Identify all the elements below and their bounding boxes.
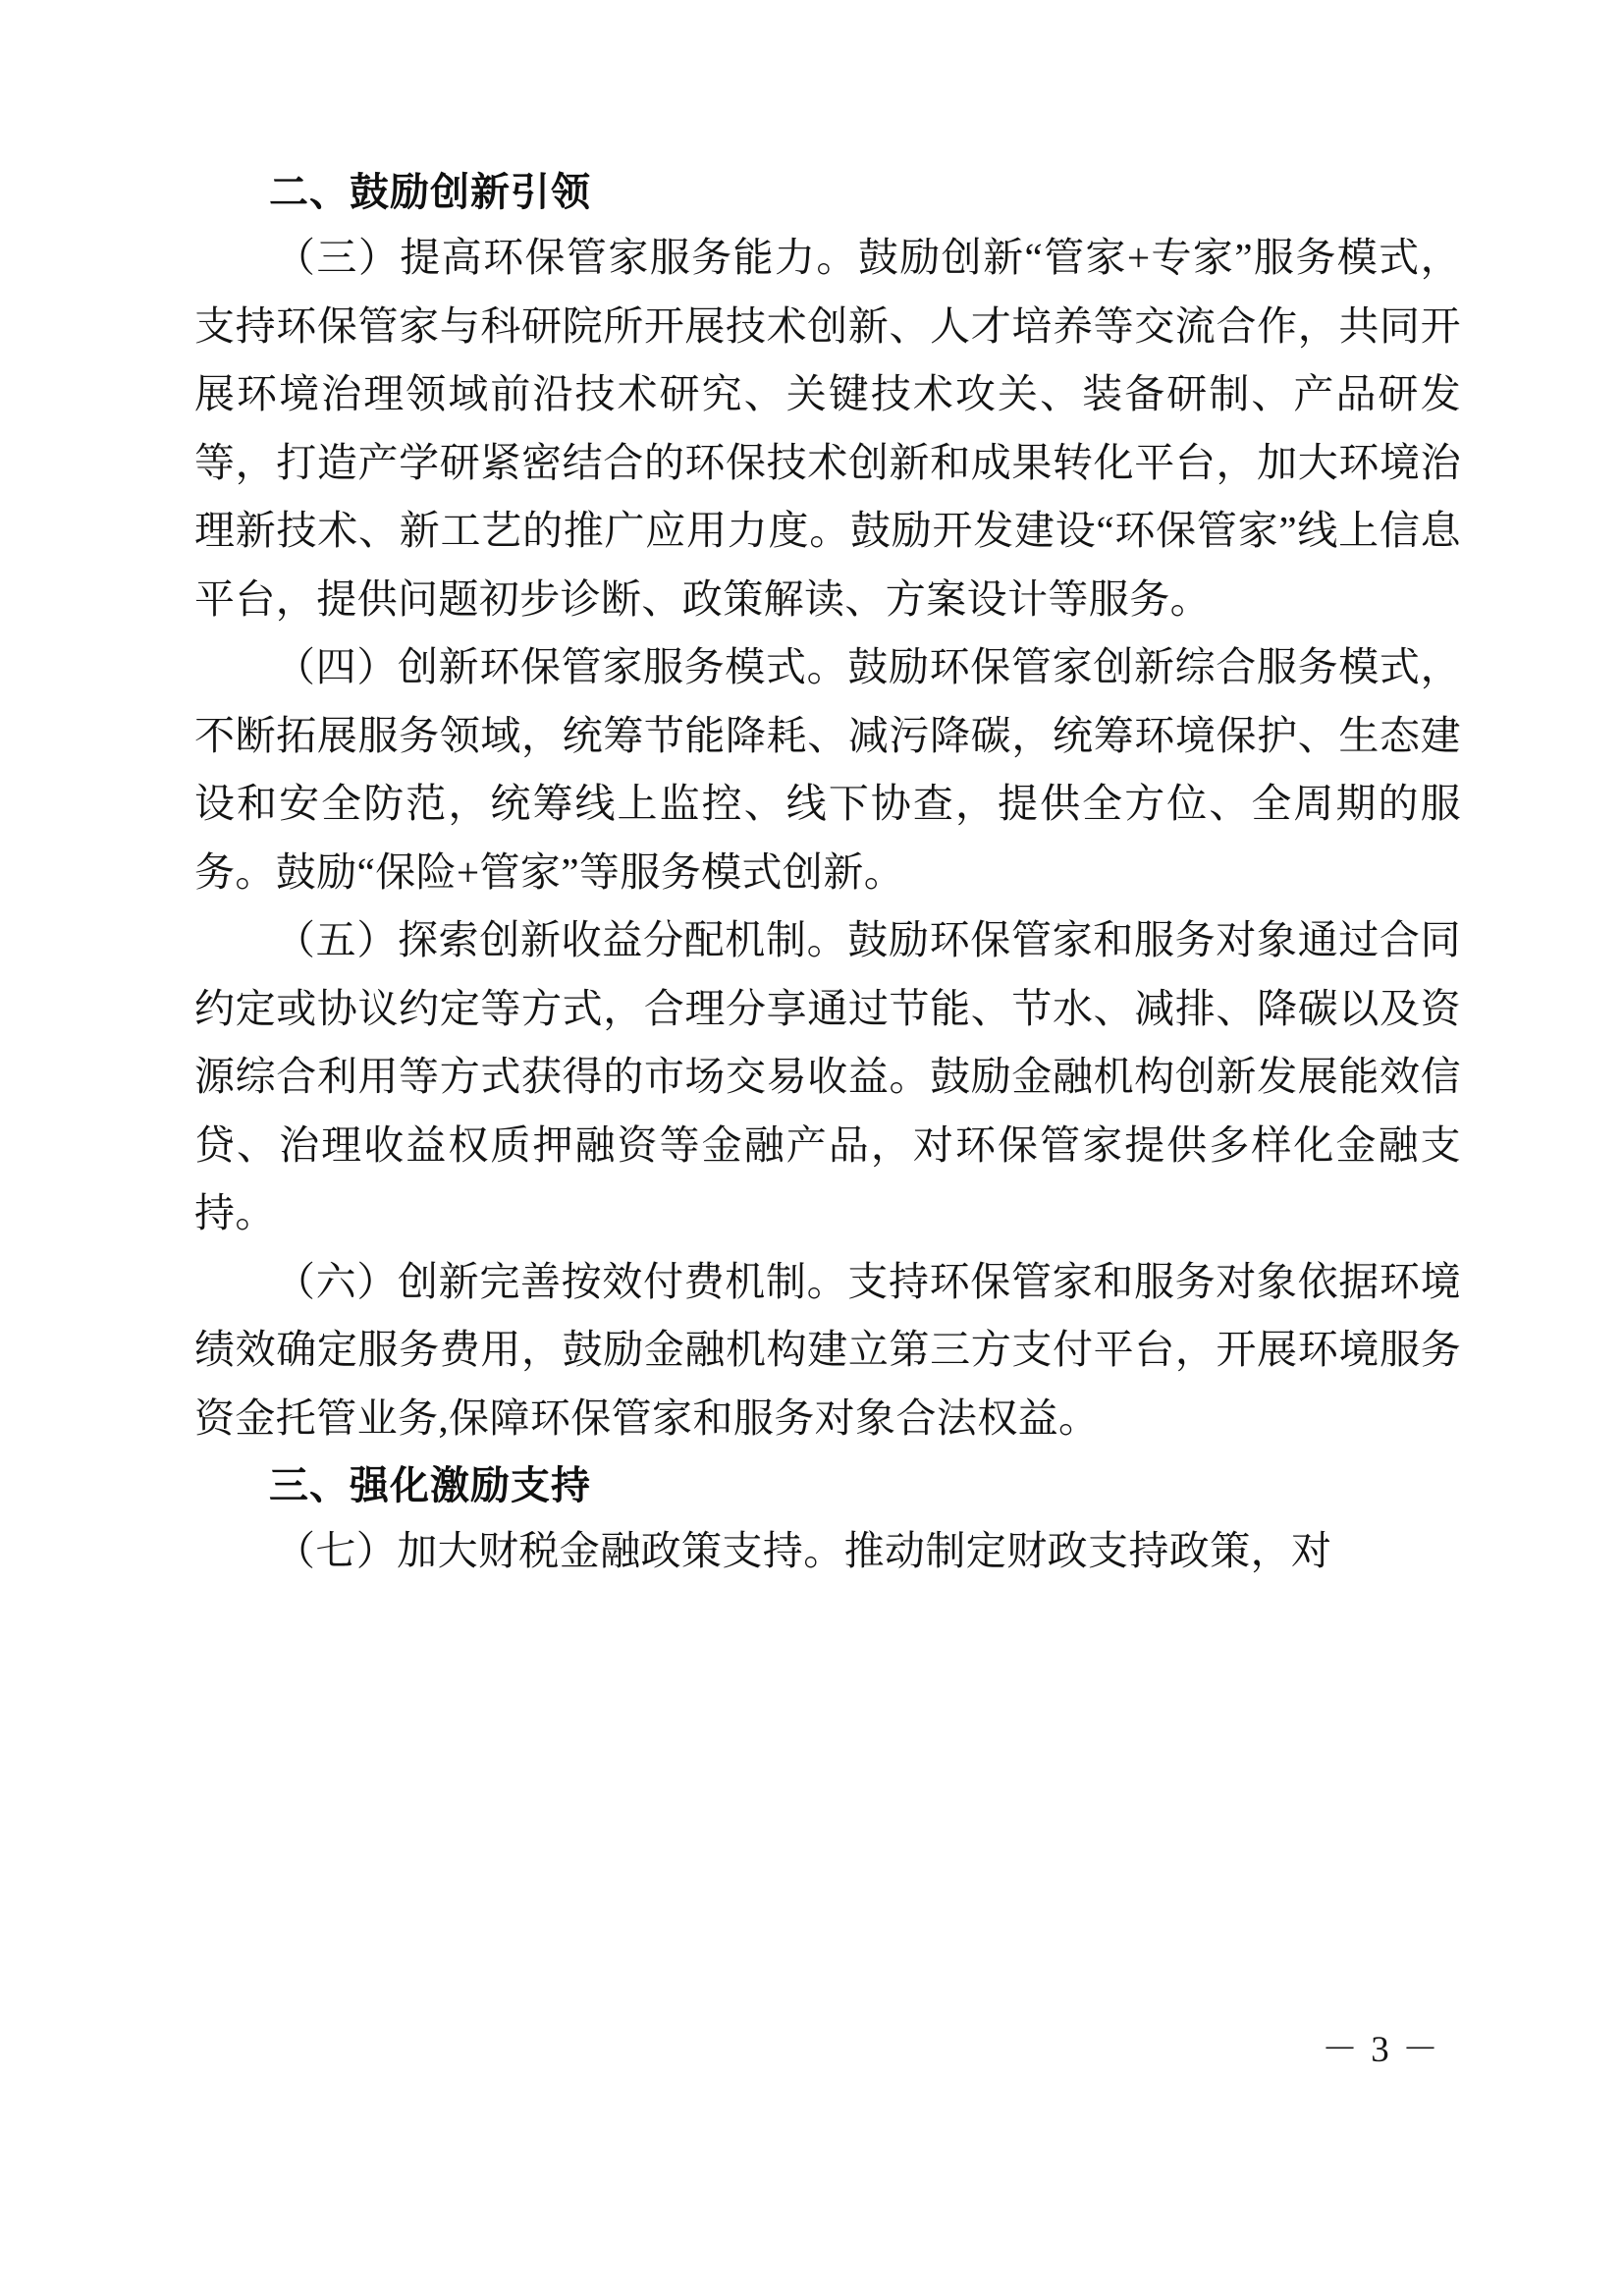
section-heading-three: 三、强化激励支持 [269,1464,591,1507]
paragraph-item-six: （六）创新完善按效付费机制。支持环保管家和服务对象依据环境绩效确定服务费用，鼓励金融机构建立第三方支付平台，开展环境服务资金托管业务,保障环保管家和服务对象合法权益。 [194,1258,1461,1441]
document-body [194,173,1461,1586]
paragraph-item-five: （五）探索创新收益分配机制。鼓励环保管家和服务对象通过合同约定或协议约定等方式，合理分享通过节能、节水、减排、降碳以及资源综合利用等方式获得的市场交易收益。鼓励金融机构创新发展能效信贷、治理收益权质押融资等金融产品，对环保管家提供多样化金融支持。 [194,917,1461,1235]
paragraph-item-three: （三）提高环保管家服务能力。鼓励创新“管家+专家”服务模式，支持环保管家与科研院所开展技术创新、人才培养等交流合作，共同开展环境治理领域前沿技术研究、关键技术攻关、装备研制、产品研发等，打造产学研紧密结合的环保技术创新和成果转化平台，加大环境治理新技术、新工艺的推广应用力度。鼓励开发建设“环保管家”线上信息平台，提供问题初步诊断、政策解读、方案设计等服务。 [194,235,1461,622]
page-number: － 3 － [1322,2030,1440,2070]
section-heading-two: 二、鼓励创新引领 [269,171,591,214]
paragraph-item-four: （四）创新环保管家服务模式。鼓励环保管家创新综合服务模式，不断拓展服务领域，统筹节能降耗、减污降碳，统筹环境保护、生态建设和安全防范，统筹线上监控、线下协查，提供全方位、全周期的服务。鼓励“保险+管家”等服务模式创新。 [194,644,1461,895]
paragraph-item-seven: （七）加大财税金融政策支持。推动制定财政支持政策，对 [275,1528,1332,1573]
